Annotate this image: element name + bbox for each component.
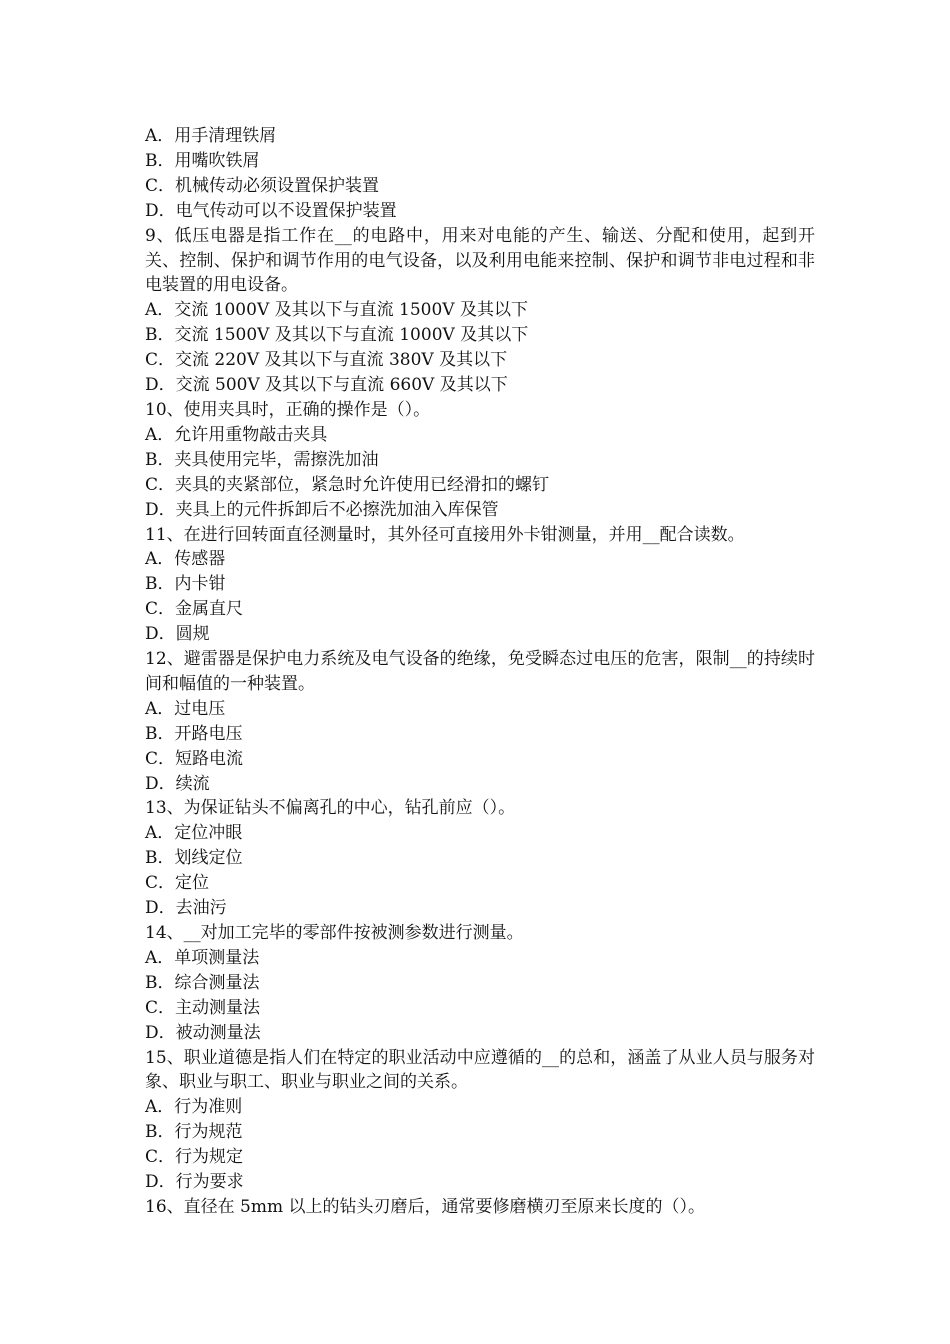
q9-option-c: C．交流 220V 及其以下与直流 380V 及其以下: [145, 350, 508, 371]
q13-option-c: C．定位: [145, 873, 210, 894]
q10-option-d: D．夹具上的元件拆卸后不必擦洗加油入库保管: [145, 499, 499, 520]
question-15-stem: 15、职业道德是指人们在特定的职业活动中应遵循的__的总和，涵盖了从业人员与服务对象、职业与职工、职业与职业之间的关系。: [145, 1047, 815, 1093]
q10-option-b: B．夹具使用完毕，需擦洗加油: [145, 449, 379, 470]
q15-option-d: D．行为要求: [145, 1172, 244, 1193]
q12-option-a: A．过电压: [145, 698, 226, 719]
q10-option-c: C．夹具的夹紧部位，紧急时允许使用已经滑扣的螺钉: [145, 474, 550, 495]
q10-option-a: A．允许用重物敲击夹具: [145, 424, 328, 445]
q11-option-b: B．内卡钳: [145, 574, 226, 595]
option-d: D．电气传动可以不设置保护装置: [145, 200, 397, 221]
q9-option-a: A．交流 1000V 及其以下与直流 1500V 及其以下: [145, 300, 528, 321]
document-page: [145, 124, 815, 1220]
q15-option-b: B．行为规范: [145, 1122, 243, 1143]
option-b: B．用嘴吹铁屑: [145, 150, 260, 171]
question-14-stem: 14、__对加工完毕的零部件按被测参数进行测量。: [145, 923, 524, 943]
q12-option-c: C．短路电流: [145, 748, 244, 769]
question-13-stem: 13、为保证钻头不偏离孔的中心，钻孔前应（）。: [145, 798, 516, 819]
q14-option-d: D．被动测量法: [145, 1022, 261, 1043]
q14-option-c: C．主动测量法: [145, 997, 261, 1018]
option-c: C．机械传动必须设置保护装置: [145, 175, 380, 196]
q12-option-b: B．开路电压: [145, 723, 243, 744]
q15-option-a: A．行为准则: [145, 1097, 243, 1118]
q12-option-d: D．续流: [145, 773, 210, 794]
q14-option-a: A．单项测量法: [145, 947, 260, 968]
option-a: A．用手清理铁屑: [145, 126, 277, 146]
q14-option-b: B．综合测量法: [145, 972, 260, 993]
question-12-stem: 12、避雷器是保护电力系统及电气设备的绝缘，免受瞬态过电压的危害，限制__的持续时间和幅值的一种装置。: [145, 649, 815, 694]
q11-option-a: A．传感器: [145, 549, 226, 570]
q13-option-b: B．划线定位: [145, 848, 243, 869]
question-9-stem: 9、低压电器是指工作在__的电路中，用来对电能的产生、输送、分配和使用，起到开关、控制、保护和调节作用的电气设备，以及利用电能来控制、保护和调节非电过程和非电装置的用电设备。: [145, 225, 815, 296]
q9-option-b: B．交流 1500V 及其以下与直流 1000V 及其以下: [145, 325, 529, 346]
q9-option-d: D．交流 500V 及其以下与直流 660V 及其以下: [145, 375, 508, 396]
q13-option-d: D．去油污: [145, 898, 227, 919]
question-11-stem: 11、在进行回转面直径测量时，其外径可直接用外卡钳测量，并用__配合读数。: [145, 524, 745, 545]
q11-option-c: C．金属直尺: [145, 599, 244, 620]
q15-option-c: C．行为规定: [145, 1147, 244, 1168]
question-10-stem: 10、使用夹具时，正确的操作是（）。: [145, 399, 431, 420]
q11-option-d: D．圆规: [145, 624, 210, 645]
question-16-stem: 16、直径在 5mm 以上的钻头刃磨后，通常要修磨横刃至原来长度的（）。: [145, 1196, 705, 1217]
q13-option-a: A．定位冲眼: [145, 823, 243, 844]
